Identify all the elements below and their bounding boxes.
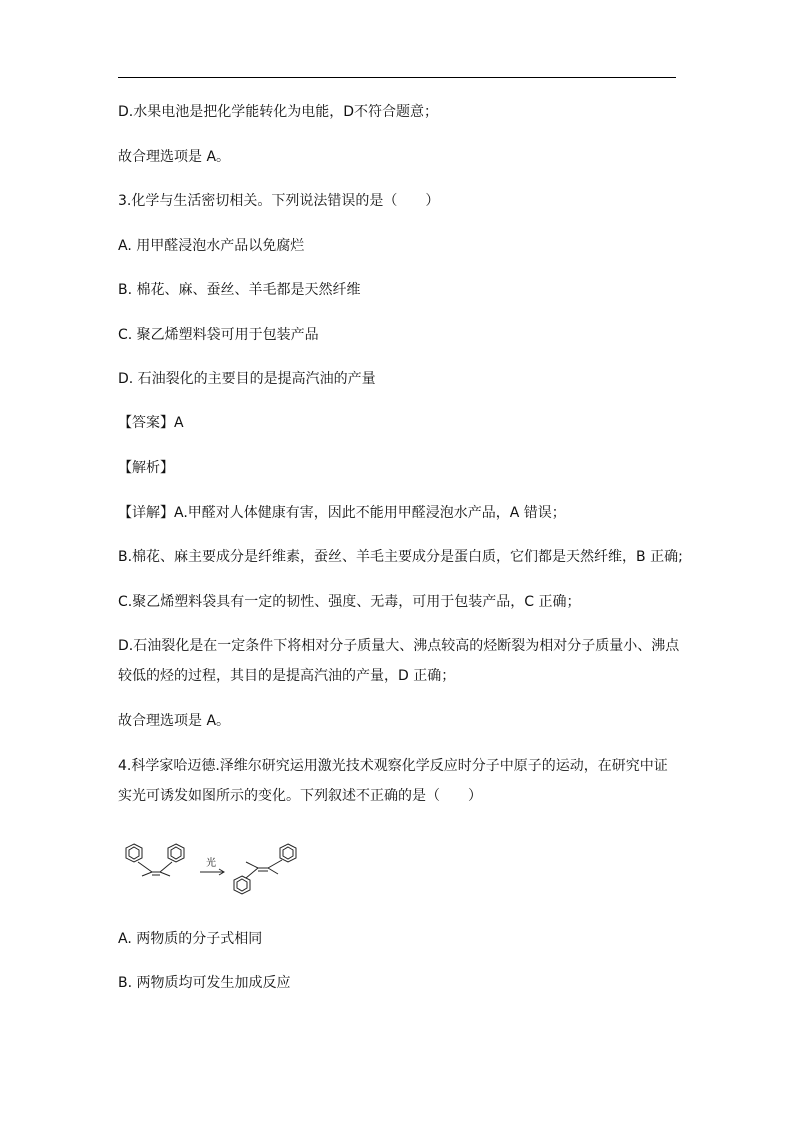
reaction-diagram [118, 838, 308, 902]
question-3-option-a: A. 用甲醛浸泡水产品以免腐烂 [118, 238, 305, 254]
question-3-stem: 3.化学与生活密切相关。下列说法错误的是（ ） [118, 193, 440, 209]
detail-line-c: C.聚乙烯塑料袋具有一定的韧性、强度、无毒，可用于包装产品，C 正确； [118, 594, 581, 610]
arrow-label-light: 光 [206, 858, 216, 869]
answer-label: 【答案】A [118, 415, 184, 431]
question-4-stem-2: 实光可诱发如图所示的变化。下列叙述不正确的是（ ） [118, 788, 482, 804]
product-top-benzene-ring [280, 844, 296, 862]
reactant-left-benzene-ring [126, 844, 142, 862]
header-rule [118, 77, 676, 78]
reactant-double-bond [138, 862, 172, 876]
detail-line-d-1: D.石油裂化是在一定条件下将相对分子质量大、沸点较高的烃断裂为相对分子质量小、沸点 [118, 638, 680, 654]
question-3-option-c: C. 聚乙烯塑料袋可用于包装产品 [118, 327, 319, 343]
product-double-bond [246, 860, 282, 878]
detail-line-a: 【详解】A.甲醛对人体健康有害，因此不能用甲醛浸泡水产品，A 错误； [118, 505, 566, 521]
question-4-option-b: B. 两物质均可发生加成反应 [118, 975, 291, 991]
text-line-d-battery: D.水果电池是把化学能转化为电能，D不符合题意； [118, 104, 439, 120]
text-line-answer-summary-1: 故合理选项是 A。 [118, 149, 231, 165]
reactant-right-benzene-ring [168, 844, 184, 862]
question-4-stem-1: 4.科学家哈迈德.泽维尔研究运用激光技术观察化学反应时分子中原子的运动，在研究中证 [118, 758, 668, 774]
detail-line-d-2: 较低的烃的过程，其目的是提高汽油的产量，D 正确； [118, 668, 456, 684]
detail-line-b: B.棉花、麻主要成分是纤维素，蚕丝、羊毛主要成分是蛋白质，它们都是天然纤维，B 正确; [118, 549, 683, 565]
text-line-answer-summary-2: 故合理选项是 A。 [118, 713, 231, 729]
question-3-option-b: B. 棉花、麻、蚕丝、羊毛都是天然纤维 [118, 282, 361, 298]
question-3-option-d: D. 石油裂化的主要目的是提高汽油的产量 [118, 371, 376, 387]
analysis-label: 【解析】 [118, 460, 174, 476]
product-bottom-benzene-ring [234, 876, 250, 894]
question-4-option-a: A. 两物质的分子式相同 [118, 931, 263, 947]
